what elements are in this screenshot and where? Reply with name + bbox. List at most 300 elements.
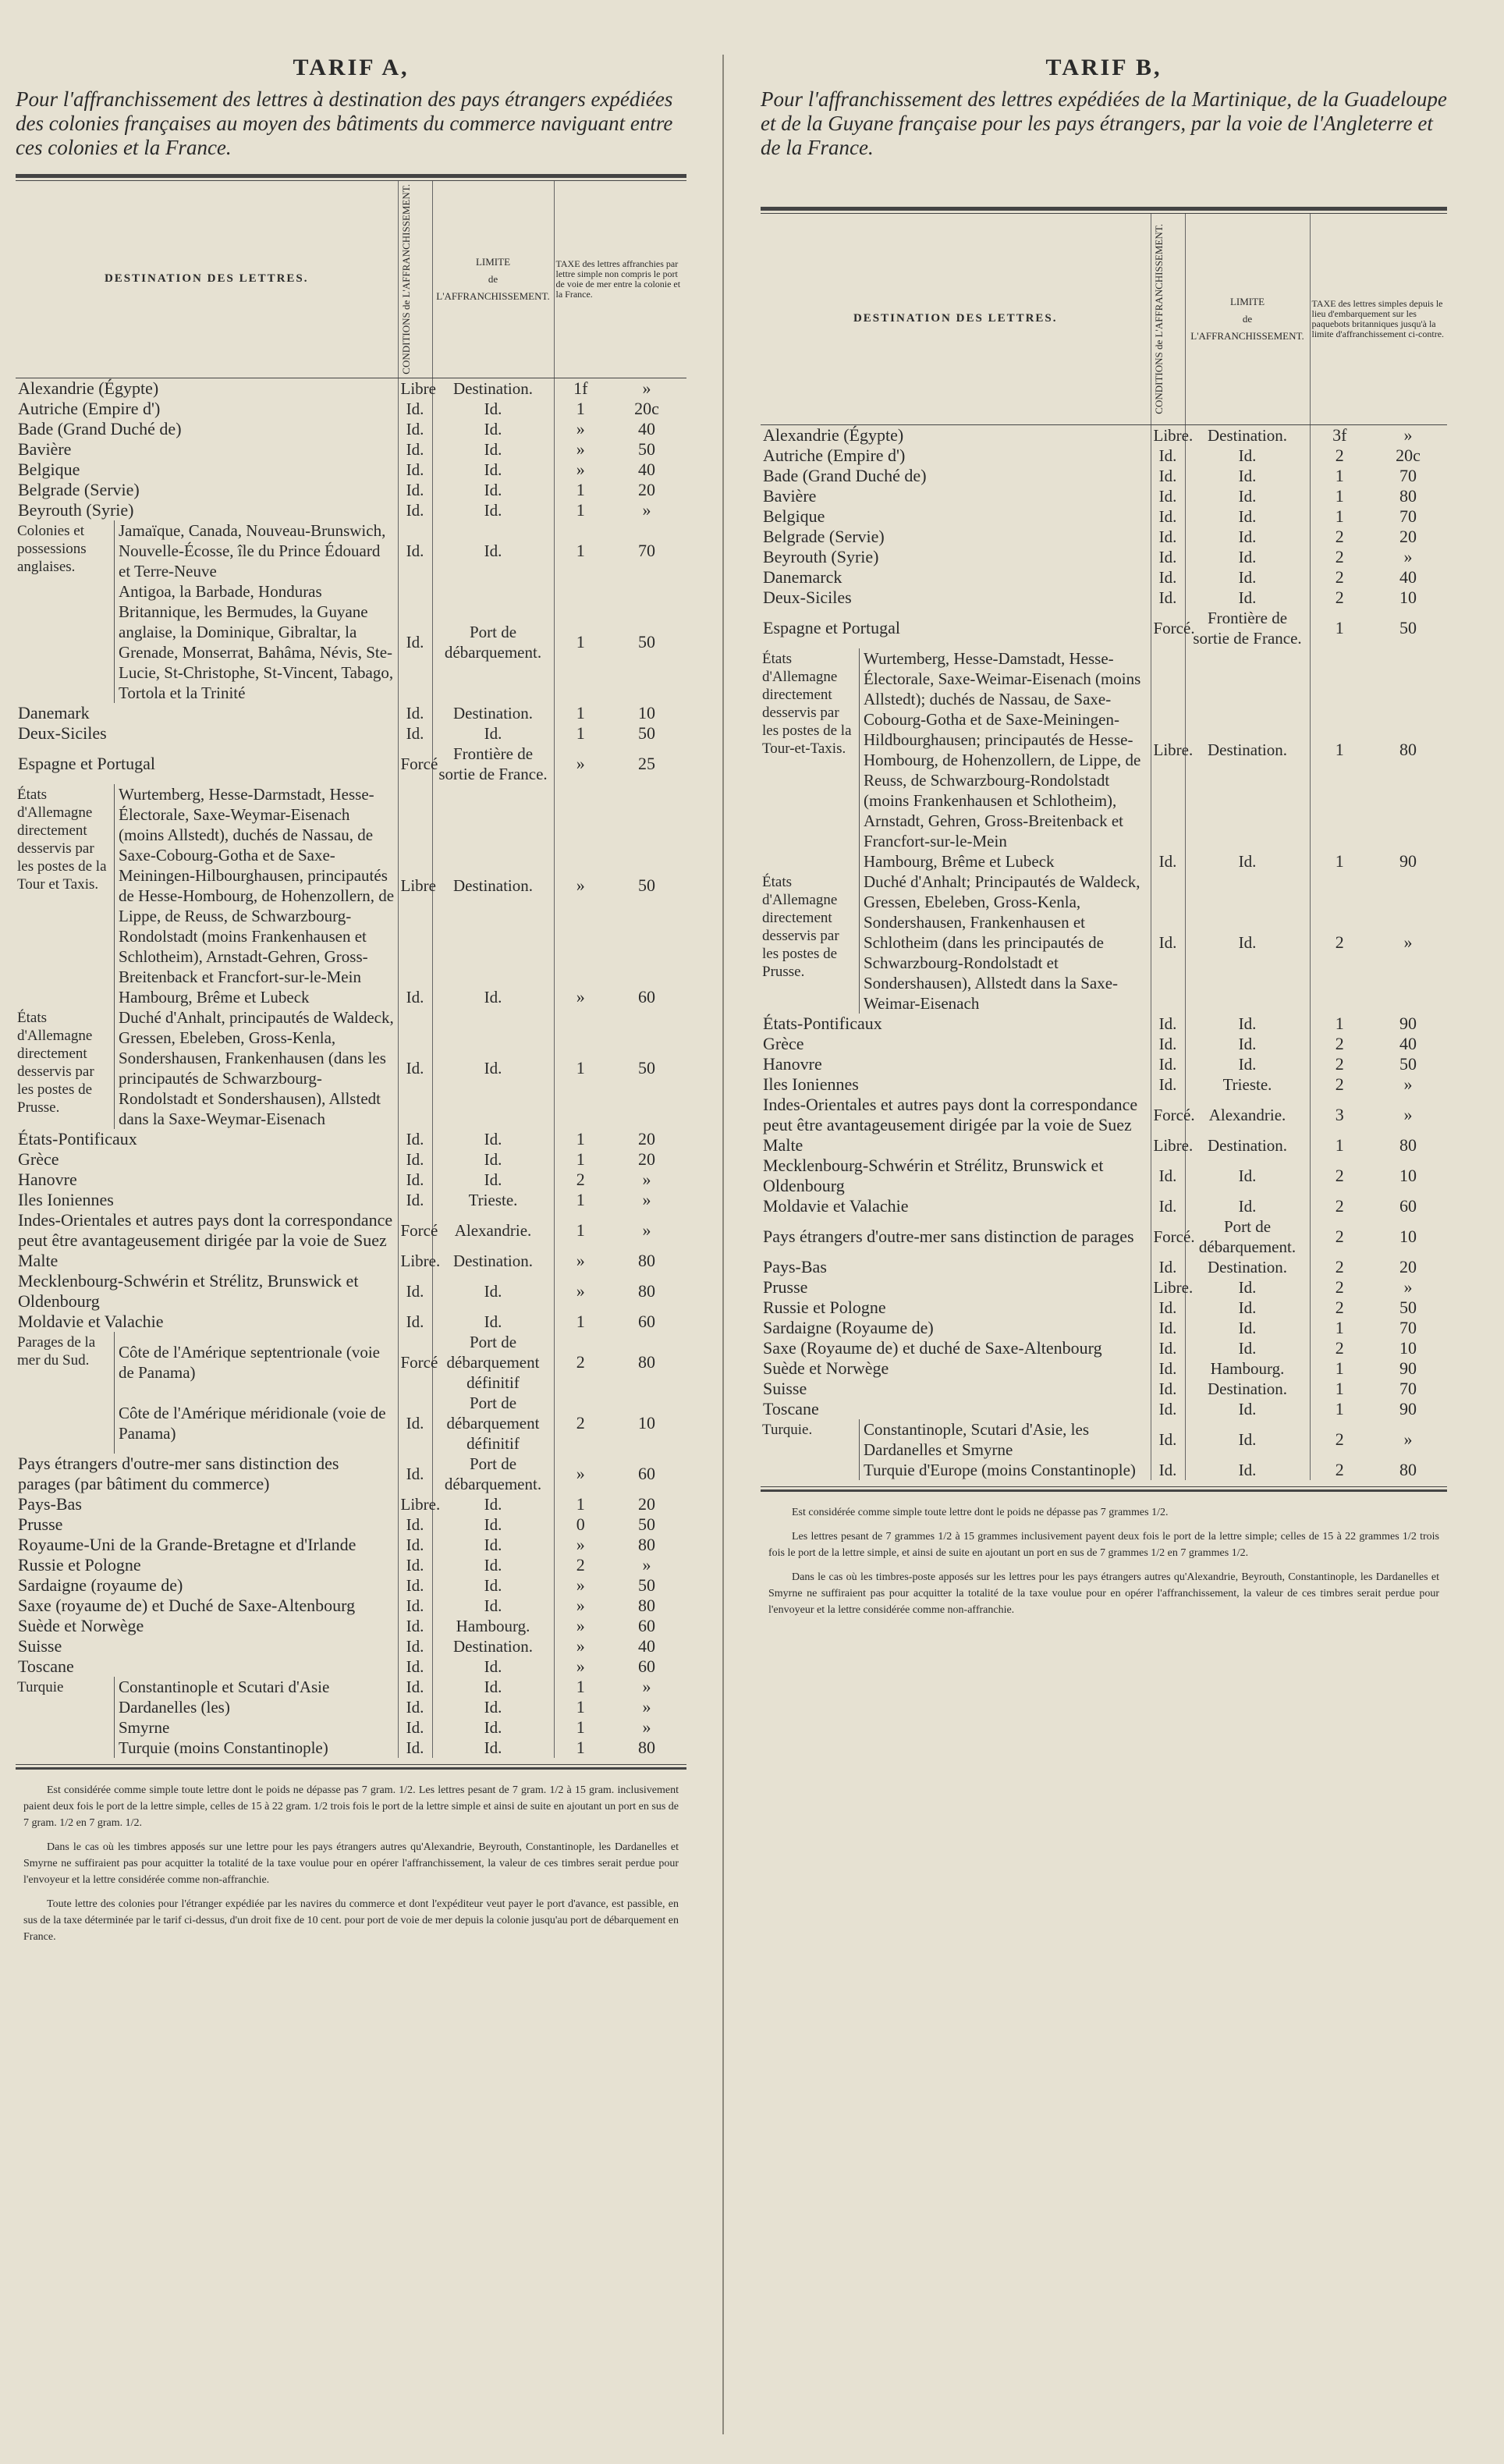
taxe-centimes-cell: » [1403,1104,1413,1124]
table-row [16,744,686,784]
limite-cell: Id. [432,1555,554,1575]
taxe-centimes-cell: 10 [1399,587,1417,607]
conditions-cell: Libre. [398,1251,432,1271]
header-rule [16,174,686,178]
taxe-francs-cell: » [554,744,607,784]
table-row [761,547,1447,567]
taxe-centimes-cell: 20 [638,1149,655,1169]
destination-cell [761,851,1151,872]
taxe-centimes-cell: 10 [1399,1226,1417,1246]
table-row [16,480,686,500]
conditions-cell: Id. [398,1007,432,1129]
taxe-francs-cell: 2 [554,1393,607,1454]
destination-cell: Russie et Pologne [763,1297,886,1317]
limite-cell: Port de débarquement. [432,581,554,703]
destination-cell: Bavière [763,485,817,506]
group-brace [114,1738,115,1758]
taxe-centimes-cell: 60 [638,1656,655,1676]
conditions-cell: Id. [398,419,432,439]
tarif-a-notes [16,1782,686,1945]
table-row [16,419,686,439]
conditions-cell: Id. [1151,1054,1185,1074]
table-row [761,506,1447,527]
taxe-centimes-cell: 50 [638,1057,655,1078]
limite-cell: Id. [1185,1054,1310,1074]
taxe-centimes-cell: 40 [1399,1033,1417,1053]
limite-cell: Id. [432,1312,554,1332]
table-row [16,399,686,419]
conditions-cell: Id. [398,500,432,520]
limite-cell: Port de débarquement. [432,1454,554,1494]
conditions-cell: Id. [398,1149,432,1170]
conditions-cell: Id. [398,1677,432,1697]
destination-cell: Malte [18,1250,59,1270]
taxe-francs-cell: 2 [1310,1338,1369,1358]
group-brace [114,987,115,1007]
taxe-francs-cell: » [554,439,607,460]
destination-text: Constantinople, Scutari d'Asie, les Dardanelles et Smyrne [864,1419,1089,1459]
taxe-centimes-cell: 50 [1399,1297,1417,1317]
destination-cell: Prusse [18,1514,63,1534]
taxe-francs-cell: » [554,460,607,480]
limite-cell: Id. [1185,1034,1310,1054]
limite-cell: Destination. [432,1251,554,1271]
taxe-centimes-cell: 10 [1399,1165,1417,1185]
destination-cell: Grèce [18,1149,59,1169]
destination-cell: Mecklenbourg-Schwérin et Strélitz, Brunswick et Oldenbourg [18,1270,359,1311]
table-row [16,1170,686,1190]
table-row [16,520,686,581]
limite-cell: Destination. [432,703,554,723]
group-brace [114,1677,115,1697]
taxe-francs-cell: 3f [1310,424,1369,446]
limite-cell: Trieste. [432,1190,554,1210]
table-row [16,1312,686,1332]
taxe-francs-cell: 2 [1310,1298,1369,1318]
limite-cell: Hambourg. [432,1616,554,1636]
destination-cell: Bade (Grand Duché de) [763,465,927,485]
limite-cell: Id. [1185,1318,1310,1338]
destination-cell: Beyrouth (Syrie) [18,499,134,520]
destination-cell: Bavière [18,438,72,459]
conditions-cell: Id. [398,581,432,703]
limite-cell: Trieste. [1185,1074,1310,1095]
conditions-cell: Id. [398,480,432,500]
taxe-francs-cell: 0 [554,1514,607,1535]
limite-cell: Id. [432,399,554,419]
table-row [16,723,686,744]
tarif-b-title: TARIF B, [1045,55,1162,80]
taxe-francs-cell: 1 [1310,486,1369,506]
limite-cell: Id. [432,1149,554,1170]
conditions-cell: Forcé. [1151,608,1185,648]
destination-text: Hambourg, Brême et Lubeck [119,987,310,1007]
destination-cell: Moldavie et Valachie [763,1195,909,1216]
destination-cell: Belgique [763,506,825,526]
conditions-cell: Id. [1151,446,1185,466]
header-taxe: TAXE des lettres affranchies par lettre simple non compris le port de voie de mer entre la colonie et la France. [554,181,686,378]
limite-cell: Id. [1185,527,1310,547]
taxe-francs-cell: 2 [1310,1054,1369,1074]
table-row [761,424,1447,446]
taxe-centimes-cell: 60 [638,1463,655,1483]
limite-cell: Id. [432,500,554,520]
table-row [16,1393,686,1454]
destination-cell: Espagne et Portugal [763,617,900,637]
conditions-cell: Libre [398,784,432,987]
conditions-cell: Id. [398,460,432,480]
conditions-cell: Id. [1151,1298,1185,1318]
taxe-francs-cell: 1 [554,1129,607,1149]
taxe-francs-cell: 2 [1310,1257,1369,1277]
limite-cell: Id. [1185,588,1310,608]
limite-cell: Destination. [1185,1135,1310,1156]
taxe-francs-cell: 1 [554,520,607,581]
column-divider [722,55,724,2434]
taxe-francs-cell: 1 [554,1149,607,1170]
header-limite: LIMITE de L'AFFRANCHISSEMENT. [1185,214,1310,424]
limite-cell: Id. [432,1271,554,1312]
limite-cell: Id. [1185,1277,1310,1298]
destination-cell: Autriche (Empire d') [763,445,906,465]
destination-cell [16,1332,398,1393]
conditions-cell: Id. [1151,1196,1185,1216]
taxe-francs-cell: » [554,1454,607,1494]
limite-cell: Id. [432,1717,554,1738]
destination-cell: Toscane [763,1398,819,1418]
destination-cell: Saxe (royaume de) et Duché de Saxe-Altenbourg [18,1595,356,1615]
table-row [16,1251,686,1271]
limite-cell: Destination. [1185,1379,1310,1399]
limite-cell: Id. [1185,567,1310,588]
taxe-francs-cell: 1 [554,723,607,744]
destination-cell: Sardaigne (royaume de) [18,1575,183,1595]
taxe-centimes-cell: » [1403,424,1413,445]
taxe-francs-cell: 1 [554,1190,607,1210]
destination-cell: Royaume-Uni de la Grande-Bretagne et d'Irlande [18,1534,356,1554]
destination-text: Turquie (moins Constantinople) [119,1738,328,1757]
taxe-centimes-cell: » [1403,1074,1413,1094]
conditions-cell: Libre. [1151,648,1185,851]
taxe-francs-cell: 2 [1310,1074,1369,1095]
destination-text: Dardanelles (les) [119,1697,230,1717]
table-row [761,1074,1447,1095]
footer-rule [761,1486,1447,1487]
conditions-cell: Id. [1151,588,1185,608]
conditions-cell: Id. [1151,486,1185,506]
tarif-b-notes [761,1504,1447,1618]
taxe-centimes-cell: 10 [1399,1337,1417,1358]
tarif-a-column [16,0,686,1953]
table-row [761,1095,1447,1135]
taxe-centimes-cell: » [642,1220,651,1240]
destination-cell: Russie et Pologne [18,1554,141,1575]
taxe-francs-cell: 1 [554,1210,607,1251]
limite-cell: Id. [432,1596,554,1616]
limite-cell: Id. [1185,872,1310,1014]
destination-text: Côte de l'Amérique méridionale (voie de Panama) [119,1403,386,1443]
limite-cell: Id. [432,1494,554,1514]
header-conditions: CONDITIONS de L'AFFRANCHISSEMENT. [1152,223,1165,414]
taxe-francs-cell: » [554,419,607,439]
group-brace [859,872,860,1014]
destination-cell: Belgrade (Servie) [763,526,885,546]
header-limite: LIMITE de L'AFFRANCHISSEMENT. [432,181,554,378]
conditions-cell: Libre. [1151,1135,1185,1156]
table-row [16,1636,686,1656]
destination-text: Constantinople et Scutari d'Asie [119,1677,330,1696]
destination-cell: Moldavie et Valachie [18,1311,164,1331]
taxe-centimes-cell: 50 [638,438,655,459]
taxe-francs-cell: 1 [554,500,607,520]
conditions-cell: Id. [398,703,432,723]
conditions-cell: Id. [398,1170,432,1190]
taxe-francs-cell: 2 [1310,446,1369,466]
destination-cell: États-Pontificaux [763,1013,882,1033]
note-paragraph: Est considérée comme simple toute lettre dont le poids ne dépasse pas 7 grammes 1/2. [792,1506,1169,1518]
taxe-centimes-cell: 20 [1399,526,1417,546]
destination-cell: Saxe (Royaume de) et duché de Saxe-Altenbourg [763,1337,1102,1358]
limite-cell: Alexandrie. [432,1210,554,1251]
note-paragraph: Dans le cas où les timbres apposés sur une lettre pour les pays étrangers autres qu'Alexandrie, Beyrouth, Constantinople, les Dardanelles et Smyrne ne suffiraient pas pour acquitter la totalité de la taxe voulue pour en opérer l'affranchissement, la valeur de ces timbres serait perdue pour l'envoyeur et la lettre considérée comme non-affranchie. [23,1841,679,1886]
table-row [761,486,1447,506]
limite-cell: Destination. [1185,424,1310,446]
destination-cell: Deux-Siciles [763,587,852,607]
taxe-centimes-cell: 60 [638,1615,655,1635]
destination-text: Côte de l'Amérique septentrionale (voie de Panama) [119,1342,381,1382]
taxe-francs-cell: 2 [1310,547,1369,567]
taxe-centimes-cell: » [1403,1276,1413,1297]
destination-cell [16,1007,398,1129]
taxe-francs-cell: » [554,1616,607,1636]
taxe-centimes-cell: 40 [638,418,655,438]
note-paragraph: Dans le cas où les timbres-poste apposés sur les lettres pour les pays étrangers autres qu'Alexandrie, Beyrouth, Constantinople, les Dardanelles et Smyrne ne suffiraient pas pour acquitter la totalité de la taxe voulue pour en opérer l'affranchissement, la valeur de ces timbres serait perdue pour l'envoyeur et la lettre considérée comme non-affranchie. [768,1571,1439,1616]
conditions-cell: Id. [398,1535,432,1555]
taxe-centimes-cell: » [642,378,651,398]
table-row [16,1596,686,1616]
limite-cell: Id. [1185,466,1310,486]
header-destination: DESTINATION DES LETTRES. [16,181,398,378]
note-paragraph: Est considérée comme simple toute lettre dont le poids ne dépasse pas 7 gram. 1/2. Les lettres pesant de 7 gram. 1/2 à 15 gram. inclusivement paient deux fois le port de la lettre simple, celles de 15 à 22 gram. 1/2 trois fois le port de la lettre simple et ainsi de suite en ajoutant un port en sus de 7 gram. 1/2 en 7 gram. 1/2. [23,1784,679,1829]
conditions-cell: Id. [398,1190,432,1210]
table-row [761,1358,1447,1379]
destination-cell [16,784,398,987]
taxe-francs-cell: 3 [1310,1095,1369,1135]
taxe-francs-cell: 2 [1310,1460,1369,1480]
taxe-francs-cell: 2 [1310,1034,1369,1054]
group-brace [114,784,115,987]
taxe-francs-cell: 1 [1310,648,1369,851]
conditions-cell: Id. [1151,851,1185,872]
taxe-centimes-cell: » [642,1169,651,1189]
destination-cell [16,1677,398,1697]
taxe-francs-cell: 1 [554,1677,607,1697]
destination-cell [16,1393,398,1454]
group-label: États d'Allemagne directement desservis par les postes de la Tour-et-Taxis. [762,650,852,757]
taxe-centimes-cell: » [642,1717,651,1737]
footer-rule-thick [16,1767,686,1770]
table-row [761,851,1447,872]
taxe-centimes-cell: » [642,1554,651,1575]
conditions-cell: Id. [398,1717,432,1738]
limite-cell: Id. [432,1535,554,1555]
destination-cell: Pays étrangers d'outre-mer sans distinction de parages [763,1226,1134,1246]
destination-cell: Indes-Orientales et autres pays dont la correspondance peut être avantageusement dirigée par la voie de Suez [763,1094,1138,1134]
taxe-centimes-cell: 20 [638,479,655,499]
taxe-centimes-cell: 60 [638,986,655,1007]
table-row [16,1271,686,1312]
conditions-cell: Libre. [1151,1277,1185,1298]
table-row [761,1338,1447,1358]
footer-rule-thick [761,1489,1447,1492]
conditions-cell: Id. [1151,1156,1185,1196]
group-brace [114,1717,115,1738]
destination-cell [761,1419,1151,1460]
conditions-cell: Id. [398,1514,432,1535]
taxe-centimes-cell: 70 [638,540,655,560]
taxe-francs-cell: » [554,987,607,1007]
taxe-centimes-cell: 40 [1399,566,1417,587]
conditions-cell: Id. [398,1738,432,1758]
conditions-cell: Forcé [398,744,432,784]
conditions-cell: Id. [398,1656,432,1677]
limite-cell: Id. [1185,851,1310,872]
taxe-francs-cell: » [554,784,607,987]
taxe-centimes-cell: 50 [638,631,655,652]
limite-cell: Destination. [432,1636,554,1656]
conditions-cell: Id. [398,1616,432,1636]
limite-cell: Destination. [432,378,554,399]
destination-cell: Prusse [763,1276,808,1297]
limite-cell: Id. [1185,1156,1310,1196]
limite-cell: Id. [432,987,554,1007]
conditions-cell: Id. [398,1454,432,1494]
limite-cell: Id. [1185,1196,1310,1216]
header-conditions: CONDITIONS de L'AFFRANCHISSEMENT. [399,184,412,375]
taxe-centimes-cell: 20 [1399,1256,1417,1276]
destination-cell: Suède et Norwège [763,1358,889,1378]
group-brace [114,1007,115,1129]
taxe-francs-cell: 1 [1310,608,1369,648]
table-row [16,1007,686,1129]
destination-cell: Iles Ioniennes [763,1074,859,1094]
limite-cell: Id. [432,1738,554,1758]
conditions-cell: Libre [398,378,432,399]
table-row [16,1697,686,1717]
taxe-francs-cell: 1 [1310,1358,1369,1379]
taxe-francs-cell: » [554,1251,607,1271]
taxe-francs-cell: » [554,1636,607,1656]
conditions-cell: Id. [398,1636,432,1656]
table-row [761,1460,1447,1480]
taxe-francs-cell: 2 [1310,1156,1369,1196]
table-row [761,1216,1447,1257]
taxe-francs-cell: 1 [1310,1379,1369,1399]
limite-cell: Id. [1185,1399,1310,1419]
note-paragraph: Les lettres pesant de 7 grammes 1/2 à 15 grammes inclusivement payent deux fois le port de la lettre simple; celles de 15 à 22 grammes 1/2 trois fois le port de la lettre simple, et ainsi de suite en ajoutant un port en sus de 7 grammes 1/2 en 7 grammes 1/2. [768,1530,1439,1559]
destination-cell: Espagne et Portugal [18,753,155,773]
table-row [16,1738,686,1758]
taxe-centimes-cell: 50 [638,875,655,895]
taxe-centimes-cell: 80 [1399,1459,1417,1479]
taxe-centimes-cell: 80 [638,1737,655,1757]
taxe-centimes-cell: 80 [638,1250,655,1270]
taxe-francs-cell: 1 [554,703,607,723]
table-row [761,1298,1447,1318]
destination-text: Smyrne [119,1717,170,1737]
taxe-centimes-cell: 25 [638,753,655,773]
taxe-centimes-cell: 90 [1399,1398,1417,1418]
taxe-centimes-cell: 50 [638,723,655,743]
taxe-centimes-cell: 40 [638,1635,655,1656]
taxe-centimes-cell: 50 [1399,617,1417,637]
destination-text: Turquie d'Europe (moins Constantinople) [864,1460,1136,1479]
taxe-centimes-cell: 80 [638,1351,655,1372]
destination-cell: Hanovre [18,1169,77,1189]
destination-text: Wurtemberg, Hesse-Darmstadt, Hesse-Électorale, Saxe-Weymar-Eisenach (moins Allstedt), duchés de Nassau, de Saxe-Cobourg-Gotha et de Saxe-Meiningen-Hilbourghausen, principautés de Hesse-Hombourg, de Hohenzollern, de Lippe, de Reuss, de Schwarzbourg-Rondolstadt (moins Frankenhausen et Schlotheim), Arnstadt-Gehren, Gross-Breitenback et Francfort-sur-le-Mein [119,784,395,986]
limite-cell: Frontière de sortie de France. [1185,608,1310,648]
group-brace [859,1460,860,1480]
destination-text: Wurtemberg, Hesse-Damstadt, Hesse-Électorale, Saxe-Weimar-Eisenach (moins Allstedt); duchés de Nassau, de Saxe-Cobourg-Gotha et de Saxe-Meiningen-Hildbourghausen; principautés de Hesse-Hombourg, de Hohenzollern, de Lippe, de Reuss, de Schwarzbourg-Rondolstadt (moins Frankenhausen et Schlotheim), Arnstadt, Gehren, Gross-Breitenback et Francfort-sur-le-Mein [864,648,1141,850]
conditions-cell: Libre. [398,1494,432,1514]
taxe-centimes-cell: 80 [638,1534,655,1554]
group-label: Turquie [17,1678,64,1695]
group-brace [114,581,115,703]
limite-cell: Id. [432,1677,554,1697]
conditions-cell: Id. [398,1555,432,1575]
taxe-centimes-cell: 90 [1399,850,1417,871]
destination-cell: Alexandrie (Égypte) [763,424,904,445]
destination-cell [761,872,1151,1014]
table-row [16,581,686,703]
taxe-centimes-cell: 90 [1399,1358,1417,1378]
destination-cell: Grèce [763,1033,804,1053]
taxe-francs-cell: 1 [1310,506,1369,527]
destination-cell: Pays-Bas [18,1493,82,1514]
taxe-francs-cell: 2 [554,1332,607,1393]
limite-cell: Id. [432,1656,554,1677]
taxe-francs-cell: 1 [554,1717,607,1738]
table-row [761,1054,1447,1074]
taxe-francs-cell: » [554,1271,607,1312]
conditions-cell: Id. [398,1312,432,1332]
limite-cell: Id. [432,723,554,744]
destination-text: Antigoa, la Barbade, Honduras Britannique, les Bermudes, la Guyane anglaise, la Dominique, Gibraltar, la Grenade, Monserrat, Bahâma, Névis, Ste-Lucie, St-Christophe, St-Vincent, Tabago, Tortola et la Trinité [119,581,394,702]
table-row [761,1399,1447,1419]
taxe-centimes-cell: 70 [1399,465,1417,485]
limite-cell: Id. [432,1129,554,1149]
taxe-centimes-cell: 20 [638,1493,655,1514]
taxe-francs-cell: 1f [554,378,607,399]
taxe-francs-cell: 1 [554,480,607,500]
table-row [16,1677,686,1697]
tarif-a-subtitle: Pour l'affranchissement des lettres à destination des pays étrangers expédiées des colonies françaises au moyen des bâtiments du commerce naviguant entre ces colonies et la France. [16,87,673,159]
taxe-centimes-cell: 20c [1396,445,1421,465]
table-row [761,1156,1447,1196]
destination-cell: Deux-Siciles [18,723,107,743]
destination-text: Duché d'Anhalt, principautés de Waldeck, Gressen, Ebeleben, Gross-Kenla, Sondershausen, Frankenhausen (dans les principautés de Schwarzbourg-Rondolstadt et Sondershausen), Allstedt dans la Saxe-Weymar-Eisenach [119,1007,394,1128]
destination-cell [16,1738,398,1758]
conditions-cell: Id. [1151,1014,1185,1034]
group-label: États d'Allemagne directement desservis par les postes de Prusse. [17,1009,94,1116]
destination-cell: Toscane [18,1656,74,1676]
taxe-francs-cell: 1 [1310,1399,1369,1419]
table-row [16,1494,686,1514]
destination-cell: Malte [763,1134,803,1155]
limite-cell: Id. [1185,547,1310,567]
destination-cell: Pays-Bas [763,1256,827,1276]
table-row [761,1014,1447,1034]
